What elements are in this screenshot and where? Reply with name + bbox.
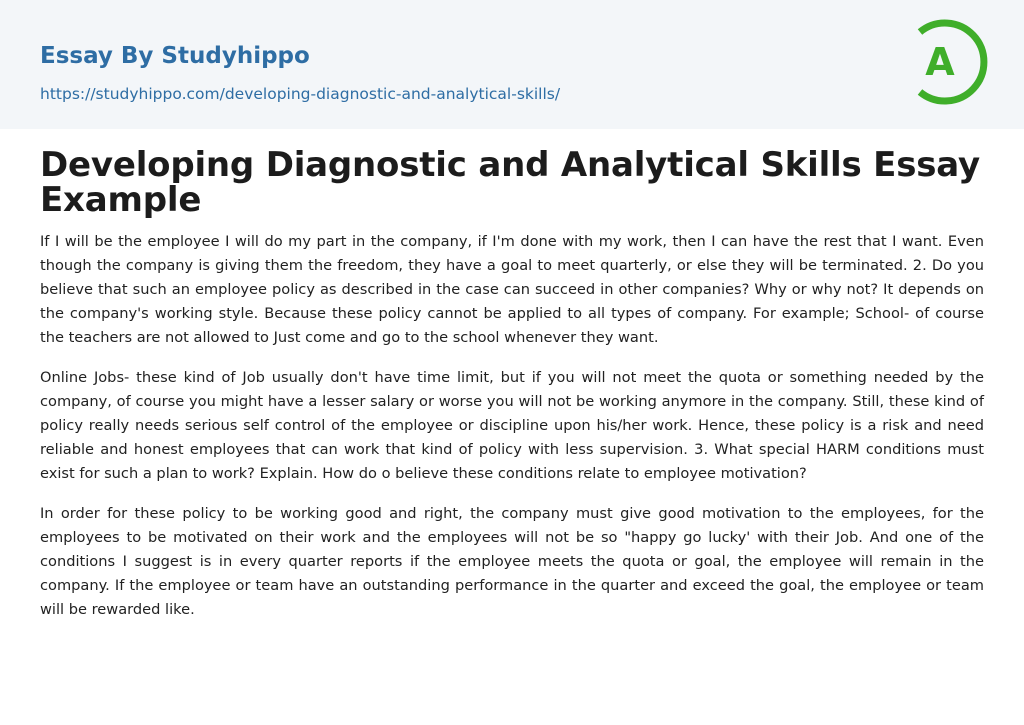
essay-paragraph-1: If I will be the employee I will do my part in the company, if I'm done with my work, then I can have the rest that I want. Even though the company is giving them the freedom, they have a goal to meet quarterly, or else they will be terminated. 2. Do you believe that such an employee policy as described in the case can succeed in other companies? Why or why not? It depends on the company's working style. Because these policy cannot be applied to all types of company. For example; School- of course the teachers are not allowed to Just come and go to the school whenever they want. bbox=[40, 233, 984, 346]
site-header bbox=[0, 0, 1024, 129]
studyhippo-logo-icon[interactable] bbox=[910, 18, 988, 106]
essay-url-link[interactable]: https://studyhippo.com/developing-diagnostic-and-analytical-skills/ bbox=[40, 85, 561, 103]
svg-text:A: A bbox=[925, 40, 955, 84]
site-brand[interactable]: Essay By Studyhippo bbox=[40, 43, 310, 69]
essay-paragraph-3: In order for these policy to be working good and right, the company must give good motivation to the employees, for the employees to be motivated on their work and the employees will not be so "happy go lucky' with their Job. And one of the conditions I suggest is in every quarter reports if the employee meets the quota or goal, the employee will remain in the company. If the employee or team have an outstanding performance in the quarter and exceed the goal, the employee or team will be rewarded like. bbox=[40, 505, 984, 618]
essay-content bbox=[40, 145, 984, 622]
page-title: Developing Diagnostic and Analytical Skills Essay Example bbox=[40, 145, 980, 220]
essay-paragraph-2: Online Jobs- these kind of Job usually don't have time limit, but if you will not meet the quota or something needed by the company, of course you might have a lesser salary or worse you will not be working anymore in the company. Still, these kind of policy really needs serious self control of the employee or discipline upon his/her work. Hence, these policy is a risk and need reliable and honest employees that can work that kind of policy with less supervision. 3. What special HARM conditions must exist for such a plan to work? Explain. How do o believe these conditions relate to employee motivation? bbox=[40, 369, 984, 482]
